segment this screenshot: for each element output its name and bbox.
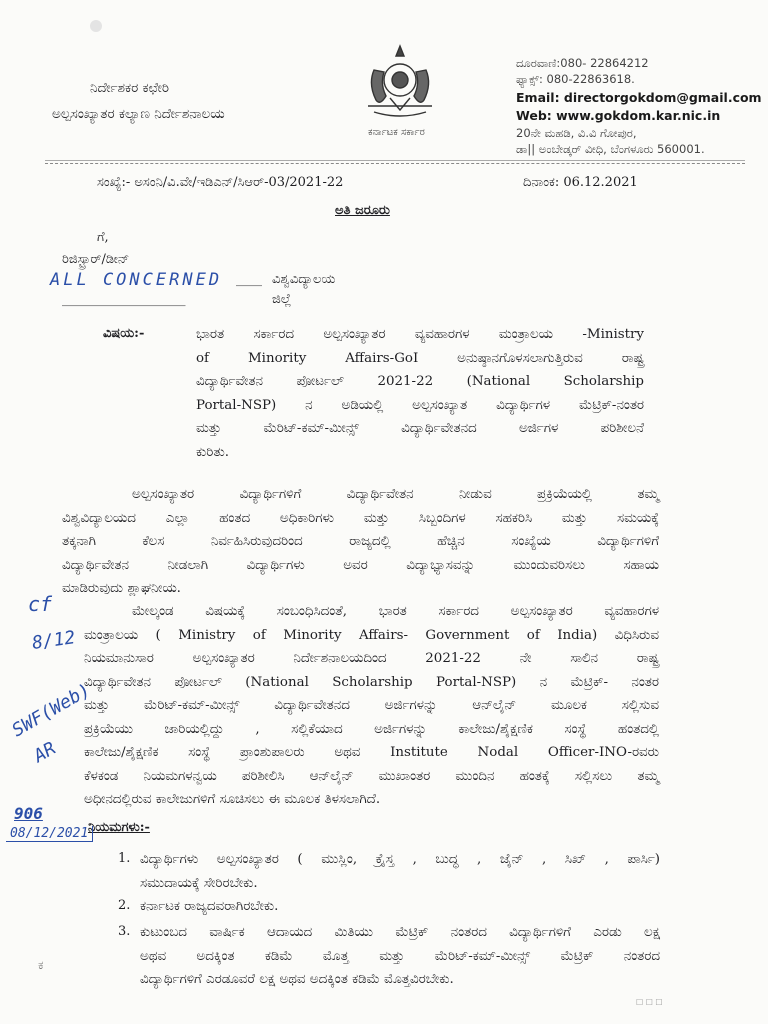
subject-line: ಮತ್ತು ಮೆರಿಟ್-ಕಮ್-ಮೀನ್ಸ್ ವಿದ್ಯಾರ್ಥಿವೇತನದ ಅರ್ಜಿಗಳ ಪರಿಶೀಲನೆ xyxy=(196,421,644,436)
handwritten-note: SWF(Web) xyxy=(8,679,95,742)
recipient-to: ಗೆ, xyxy=(97,230,109,245)
rule-line: ವಿದ್ಯಾರ್ಥಿಗಳು ಅಲ್ಪಸಂಖ್ಯಾತರ ( ಮುಸ್ಲಿಂ, ಕ್ರೈಸ್ತ , ಬುದ್ಧ , ಜೈನ್ , ಸಿಖ್ , ಪಾರ್ಸಿ) xyxy=(140,852,660,867)
fax-number: ಫ್ಯಾಕ್ಸ್: 080-22863618. xyxy=(516,72,635,86)
paragraph-line: ವಿದ್ಯಾರ್ಥಿವೇತನ ನೀಡಲಾಗಿ ವಿದ್ಯಾರ್ಥಿಗಳು ಅವರ ವಿದ್ಯಾಭ್ಯಾಸವನ್ನು ಮುಂದುವರಿಸಲು ಸಹಾಯ xyxy=(62,557,659,573)
paragraph-line: ಮಾಡಿರುವುದು ಶ್ಲಾಘನೀಯ. xyxy=(62,581,181,596)
rule-line: ಅಥವ ಅದಕ್ಕಿಂತ ಕಡಿಮೆ ಮೊತ್ತ ಮತ್ತು ಮೆರಿಟ್-ಕಮ್-ಮೀನ್ಸ್ ಮೆಟ್ರಿಕ್ ನಂತರದ xyxy=(140,948,660,964)
paragraph-line: ಕೆಳಕಂಡ ನಿಯಮಗಳನ್ವಯ ಪರಿಶೀಲಿಸಿ ಆನ್‌ಲೈನ್ ಮುಖಾಂತರ ಮುಂದಿನ ಹಂತಕ್ಕೆ ಸಲ್ಲಿಸಲು ತಮ್ಮ xyxy=(84,768,659,784)
paragraph-line: ಮೇಲ್ಕಂಡ ವಿಷಯಕ್ಕೆ ಸಂಬಂಧಿಸಿದಂತೆ, ಭಾರತ ಸರ್ಕಾರದ ಅಲ್ಪಸಂಖ್ಯಾತರ ವ್ಯವಹಾರಗಳ xyxy=(132,604,659,619)
paragraph-line: ತಕ್ಕನಾಗಿ ಕೆಲಸ ನಿರ್ವಹಿಸಿರುವುದರಿಂದ ರಾಜ್ಯದಲ್ಲಿ ಹೆಚ್ಚಿನ ಸಂಖ್ಯೆಯ ವಿದ್ಯಾರ್ಥಿಗಳಿಗೆ xyxy=(62,534,659,549)
university-blank: ____ xyxy=(236,272,262,287)
paragraph-line: ವಿದ್ಯಾರ್ಥಿವೇತನ ಪೋರ್ಟಲ್ (National Scholarship Portal-NSP) ನ ಮೆಟ್ರಿಕ್- ನಂತರ xyxy=(84,674,659,690)
subject-line: ಕುರಿತು. xyxy=(196,444,229,460)
paragraph-line: ಪ್ರಕ್ರಿಯೆಯು ಜಾರಿಯಲ್ಲಿದ್ದು , ಸಲ್ಲಿಕೆಯಾದ ಅರ್ಜಿಗಳನ್ನು ಕಾಲೇಜು/ಶೈಕ್ಷಣಿಕ ಸಂಸ್ಥೆ ಹಂತದಲ್ಲಿ xyxy=(84,721,659,737)
handwritten-recipient: ALL CONCERNED xyxy=(50,270,223,290)
handwritten-initials: cf xyxy=(28,592,53,616)
header-divider-dashed xyxy=(45,163,745,164)
address-line-2: ಡಾ|| ಅಂಬೇಡ್ಕರ್ ವೀಧಿ, ಬೆಂಗಳೂರು 560001. xyxy=(516,142,705,156)
email-address: Email: directorgokdom@gmail.com xyxy=(516,90,762,105)
paragraph-line: ವಿಶ್ವವಿದ್ಯಾಲಯದ ಎಲ್ಲಾ ಹಂತದ ಅಧಿಕಾರಿಗಳು ಮತ್ತು ಸಿಬ್ಬಂದಿಗಳ ಸಹಕರಿಸಿ ಮತ್ತು ಸಮಯಕ್ಕೆ xyxy=(62,510,659,526)
subject-label: ವಿಷಯ:- xyxy=(103,326,145,341)
paragraph-instructions xyxy=(84,600,659,812)
rule-number: 3. xyxy=(118,924,131,939)
department-name: ಅಲ್ಪಸಂಖ್ಯಾತರ ಕಲ್ಯಾಣ ನಿರ್ದೇಶನಾಲಯ xyxy=(52,106,225,122)
rule-line: ಸಮುದಾಯಕ್ಕೆ ಸೇರಿರಬೇಕು. xyxy=(140,875,258,891)
rule-line: ಕರ್ನಾಟಕ ರಾಜ್ಯದವರಾಗಿರಬೇಕು. xyxy=(140,899,279,914)
paragraph-line: ಕಾಲೇಜು/ಶೈಕ್ಷಣಿಕ ಸಂಸ್ಥೆ ಪ್ರಾಂಶುಪಾಲರು ಅಥವ Institute Nodal Officer-INO-ರವರು xyxy=(84,745,659,760)
subject-line: of Minority Affairs-GoI ಅನುಷ್ಠಾನಗೊಳಸಲಾಗುತ್ತಿರುವ ರಾಷ್ಟ್ರ xyxy=(196,350,644,366)
rule-line: ಕುಟುಂಬದ ವಾರ್ಷಿಕ ಆದಾಯದ ಮಿತಿಯು ಮೆಟ್ರಿಕ್ ನಂತರದ ವಿದ್ಯಾರ್ಥಿಗಳಿಗೆ ಎರಡು ಲಕ್ಷ xyxy=(140,925,660,940)
university-label: ವಿಶ್ವವಿದ್ಯಾಲಯ xyxy=(272,272,336,287)
paragraph-line: ಮತ್ತು ಮೆರಿಟ್-ಕಮ್-ಮೀನ್ಸ್ ವಿದ್ಯಾರ್ಥಿವೇತನದ ಅರ್ಜಿಗಳನ್ನು ಆನ್‌ಲೈನ್ ಮೂಲಕ ಸಲ್ಲಿಸುವ xyxy=(84,698,659,713)
handwritten-note: AR xyxy=(30,737,60,768)
rule-number: 1. xyxy=(118,851,131,866)
letter-date: ದಿನಾಂಕ: 06.12.2021 xyxy=(523,175,638,190)
rule-item xyxy=(140,848,660,895)
paragraph-line: ಅಧೀನದಲ್ಲಿರುವ ಕಾಲೇಜುಗಳಿಗೆ ಸೂಚಿಸಲು ಈ ಮೂಲಕ ತಿಳಸಲಾಗಿದೆ. xyxy=(84,792,381,807)
rule-item xyxy=(140,895,660,919)
inward-number: 906 xyxy=(14,804,43,823)
subject-line: Portal-NSP) ನ ಅಡಿಯಲ್ಲಿ ಅಲ್ಪಸಂಖ್ಯಾತ ವಿದ್ಯಾರ್ಥಿಗಳ ಮೆಟ್ರಿಕ್-ನಂತರ xyxy=(196,397,644,413)
reference-number: ಸಂಖ್ಯೆ:- ಅಸಂನಿ/ವಿ.ವೇ/ಇಡಿಎನ್/ಸಿಆರ್-03/2021-22 xyxy=(97,175,344,190)
rule-line: ವಿದ್ಯಾರ್ಥಿಗಳಿಗೆ ಎರಡೂವರೆ ಲಕ್ಷ ಅಥವ ಅದಕ್ಕಿಂತ ಕಡಿಮೆ ಮೊತ್ತವಿರಬೇಕು. xyxy=(140,972,454,987)
handwritten-initial-date: 8/12 xyxy=(30,627,77,654)
subject-text xyxy=(196,323,644,464)
office-name: ನಿರ್ದೇಶಕರ ಕಛೇರಿ xyxy=(90,80,170,96)
subject-line: ವಿದ್ಯಾರ್ಥಿವೇತನ ಪೋರ್ಟಲ್ 2021-22 (National Scholarship xyxy=(196,374,644,389)
subject-line: ಭಾರತ ಸರ್ಕಾರದ ಅಲ್ಪಸಂಖ್ಯಾತರ ವ್ಯವಹಾರಗಳ ಮಂತ್ರಾಲಯ -Ministry xyxy=(196,327,644,342)
rule-number: 2. xyxy=(118,898,131,913)
urgency-label: ಅತಿ ಜರೂರು xyxy=(335,203,390,218)
header-divider xyxy=(45,160,745,161)
pen-mark: ಕ xyxy=(38,958,44,972)
phone-number: ದೂರವಾಣಿ:080- 22864212 xyxy=(516,56,649,70)
rules-heading: ನಿಯಮಗಳು:- xyxy=(88,820,150,835)
paragraph-appreciation xyxy=(62,483,659,601)
karnataka-emblem-icon xyxy=(360,40,440,124)
emblem-caption: ಕರ್ನಾಟಕ ಸರ್ಕಾರ xyxy=(368,127,425,138)
paragraph-line: ನಿಯಮಾನುಸಾರ ಅಲ್ಪಸಂಖ್ಯಾತರ ನಿರ್ದೇಶನಾಲಯದಿಂದ 2021-22 ನೇ ಸಾಲಿನ ರಾಷ್ಟ್ರ xyxy=(84,651,659,666)
district-blank: ___________________ xyxy=(62,292,186,307)
website-url: Web: www.gokdom.kar.nic.in xyxy=(516,108,721,123)
address-line-1: 20ನೇ ಮಹಡಿ, ವಿ.ವಿ ಗೋಪುರ, xyxy=(516,126,637,140)
rule-item xyxy=(140,921,660,992)
footer-mark: ☐ ☐ ☐ xyxy=(636,998,663,1007)
paragraph-line: ಅಲ್ಪಸಂಖ್ಯಾತರ ವಿದ್ಯಾರ್ಥಿಗಳಿಗೆ ವಿದ್ಯಾರ್ಥಿವೇತನ ನೀಡುವ ಪ್ರಕ್ರಿಯೆಯಲ್ಲಿ ತಮ್ಮ xyxy=(132,487,659,502)
paragraph-line: ಮಂತ್ರಾಲಯ ( Ministry of Minority Affairs- Government of India) ವಿಧಿಸಿರುವ xyxy=(84,627,659,643)
punch-hole xyxy=(90,20,102,32)
recipient-designation: ರಿಜಿಸ್ಟ್ರಾರ್/ಡೀನ್ xyxy=(62,252,130,267)
district-label: ಜಿಲ್ಲೆ xyxy=(272,292,292,307)
inward-date: 08/12/2021 xyxy=(6,826,93,842)
